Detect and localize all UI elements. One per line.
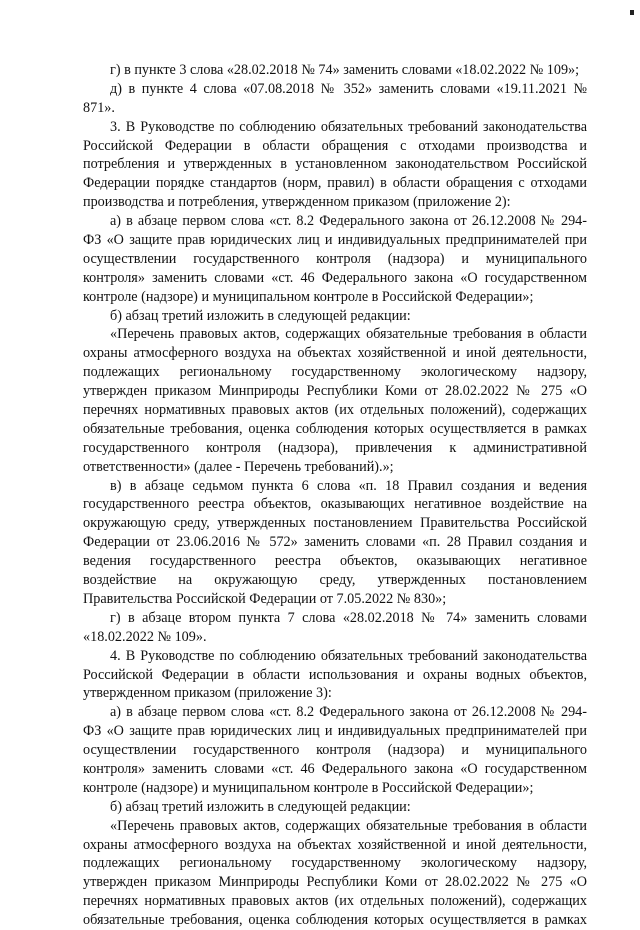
text-line: Российской Федерации в области обращения с отходами производства и (83, 137, 587, 154)
text-line: охраны атмосферного воздуха на объектах хозяйственной и иной деятельности, (83, 345, 587, 362)
text-line: ответственности» (далее - Перечень требований).»; (83, 458, 394, 475)
text-line: б) абзац третий изложить в следующей редакции: (110, 798, 411, 815)
text-line: б) абзац третий изложить в следующей редакции: (110, 307, 411, 324)
text-line: 871». (83, 99, 115, 116)
text-line: утвержден приказом Минприроды Республики Коми от 28.02.2022 № 275 «О (83, 874, 587, 891)
text-line: осуществлении государственного контроля (надзора) и муниципального (83, 250, 587, 267)
text-line: государственного контроля (надзора), привлечения к административной (83, 439, 587, 456)
text-line: контроля» заменить словами «ст. 46 Федерального закона «О государственном (83, 269, 587, 286)
text-line: д) в пункте 4 слова «07.08.2018 № 352» заменить словами «19.11.2021 № (110, 80, 587, 97)
text-line: а) в абзаце первом слова «ст. 8.2 Федерального закона от 26.12.2008 № 294- (110, 704, 587, 721)
text-line: ФЗ «О защите прав юридических лиц и индивидуальных предпринимателей при (83, 232, 587, 249)
text-line: производства и потребления, утвержденном приказом (приложение 2): (83, 194, 511, 211)
text-line: контроле (надзоре) и муниципальном контроле в Российской Федерации»; (83, 779, 534, 796)
text-line: перечнях нормативных правовых актов (их отдельных положений), содержащих (83, 402, 587, 419)
text-line: окружающую среду, утвержденных постановлением Правительства Российской (83, 515, 587, 532)
text-line: Российской Федерации в области использования и охраны водных объектов, (83, 666, 587, 683)
text-line: контроле (надзоре) и муниципальном контроле в Российской Федерации»; (83, 288, 534, 305)
text-line: обязательные требования, оценка соблюдения которых осуществляется в рамках (83, 420, 587, 437)
text-line: Федерации порядке стандартов (норм, правил) в области обращения с отходами (83, 175, 587, 192)
text-line: утвержден приказом Минприроды Республики Коми от 28.02.2022 № 275 «О (83, 383, 587, 400)
corner-mark (630, 10, 634, 15)
text-line: ФЗ «О защите прав юридических лиц и индивидуальных предпринимателей при (83, 723, 587, 740)
text-line: обязательные требования, оценка соблюдения которых осуществляется в рамках (83, 912, 587, 929)
text-line: подлежащих региональному государственному экологическому надзору, (83, 364, 587, 381)
text-line: утвержденном приказом (приложение 3): (83, 685, 332, 702)
text-line: Правительства Российской Федерации от 7.05.2022 № 830»; (83, 590, 447, 607)
text-line: г) в абзаце втором пункта 7 слова «28.02.2018 № 74» заменить словами (110, 609, 587, 626)
text-line: воздействие на окружающую среду, утвержденных постановлением (83, 572, 587, 589)
text-line: Федерации от 23.06.2016 № 572» заменить словами «п. 28 Правил создания и (83, 534, 587, 551)
text-line: 4. В Руководстве по соблюдению обязательных требований законодательства (110, 647, 587, 664)
text-line: ведения государственного реестра объектов, оказывающих негативное (83, 553, 587, 570)
text-line: контроля» заменить словами «ст. 46 Федерального закона «О государственном (83, 760, 587, 777)
text-line: в) в абзаце седьмом пункта 6 слова «п. 18 Правил создания и ведения (110, 477, 587, 494)
text-line: «Перечень правовых актов, содержащих обязательные требования в области (110, 326, 587, 343)
text-line: охраны атмосферного воздуха на объектах хозяйственной и иной деятельности, (83, 836, 587, 853)
text-line: осуществлении государственного контроля (надзора) и муниципального (83, 742, 587, 759)
text-line: г) в пункте 3 слова «28.02.2018 № 74» заменить словами «18.02.2022 № 109»; (110, 62, 580, 78)
text-line: потребления и утвержденных в установленном законодательством Российской (83, 156, 587, 173)
text-line: «Перечень правовых актов, содержащих обязательные требования в области (110, 817, 587, 834)
text-line: 3. В Руководстве по соблюдению обязательных требований законодательства (110, 118, 587, 135)
text-line: перечнях нормативных правовых актов (их отдельных положений), содержащих (83, 893, 587, 910)
text-line: подлежащих региональному государственному экологическому надзору, (83, 855, 587, 872)
text-line: а) в абзаце первом слова «ст. 8.2 Федерального закона от 26.12.2008 № 294- (110, 213, 587, 230)
text-line: государственного реестра объектов, оказывающих негативное воздействие на (83, 496, 587, 513)
text-line: «18.02.2022 № 109». (83, 628, 207, 645)
document-body (83, 61, 587, 930)
